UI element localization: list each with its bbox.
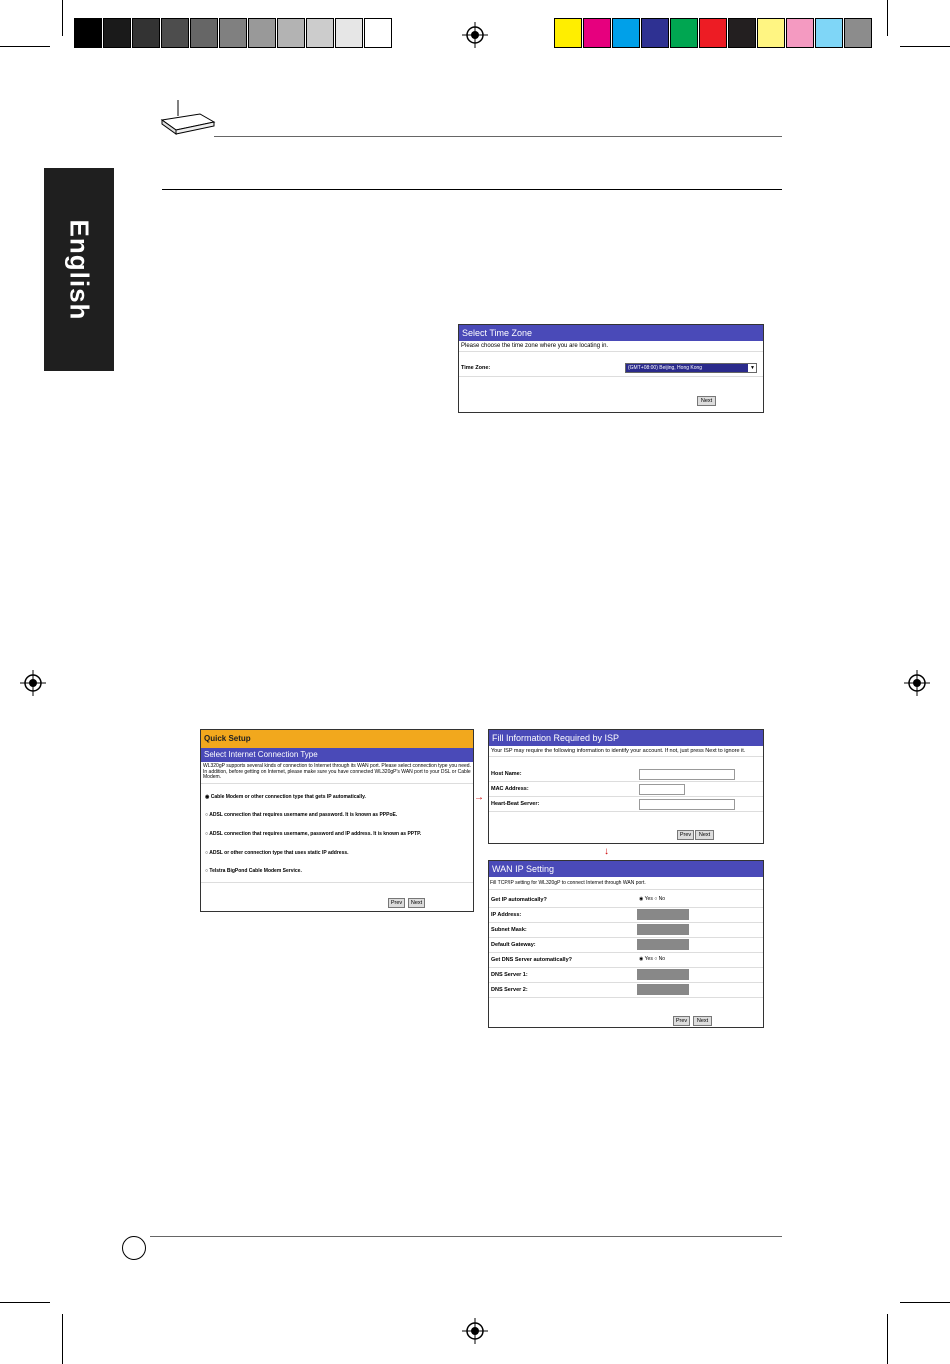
color-swatch: [757, 18, 785, 48]
arrow-right-icon: →: [474, 792, 484, 803]
connection-type-title: Select Internet Connection Type: [201, 748, 473, 762]
wan-ip-description: Fill TCP/IP setting for WL320gP to connect Internet through WAN port.: [489, 877, 763, 890]
connection-option[interactable]: ○ Telstra BigPond Cable Modem Service.: [205, 868, 302, 874]
heart-beat-server-input[interactable]: [639, 799, 735, 810]
heart-beat-server-label: Heart-Beat Server:: [491, 801, 540, 807]
registration-mark-icon: [20, 670, 46, 696]
page-number-circle: [122, 1236, 146, 1260]
color-swatch: [277, 18, 305, 48]
color-swatch: [786, 18, 814, 48]
ip-address-input[interactable]: [637, 909, 689, 920]
color-swatch: [335, 18, 363, 48]
registration-mark-icon: [904, 670, 930, 696]
header-rule: [162, 189, 782, 190]
next-button[interactable]: Next: [695, 830, 714, 840]
wan-ip-panel: [488, 860, 764, 1028]
mac-address-input[interactable]: [639, 784, 685, 795]
color-swatch: [103, 18, 131, 48]
crop-mark: [887, 1314, 888, 1364]
registration-mark-icon: [462, 1318, 488, 1344]
mac-address-label: MAC Address:: [491, 786, 529, 792]
dns-server-1-label: DNS Server 1:: [491, 972, 528, 978]
isp-info-title: Fill Information Required by ISP: [489, 730, 763, 746]
get-dns-auto-radio[interactable]: ◉ Yes ○ No: [639, 956, 666, 962]
host-name-input[interactable]: [639, 769, 735, 780]
default-gateway-label: Default Gateway:: [491, 942, 536, 948]
arrow-down-icon: ↓: [604, 846, 609, 857]
registration-mark-icon: [462, 22, 488, 48]
connection-option[interactable]: ○ ADSL connection that requires username, password and IP address. It is known as PPTP.: [205, 831, 422, 837]
dns-server-2-input[interactable]: [637, 984, 689, 995]
get-ip-auto-radio[interactable]: ◉ Yes ○ No: [639, 896, 666, 902]
color-swatch: [670, 18, 698, 48]
color-swatch: [554, 18, 582, 48]
quick-setup-header: Quick Setup: [201, 730, 473, 748]
dns-server-2-label: DNS Server 2:: [491, 987, 528, 993]
language-tab-label: English: [64, 219, 95, 320]
prev-button[interactable]: Prev: [388, 898, 405, 908]
ip-address-label: IP Address:: [491, 912, 522, 918]
color-swatch: [190, 18, 218, 48]
crop-mark: [62, 1314, 63, 1364]
color-swatch: [612, 18, 640, 48]
color-swatch: [641, 18, 669, 48]
time-zone-instruction: Please choose the time zone where you are locating in.: [459, 341, 763, 352]
next-button[interactable]: Next: [697, 396, 716, 406]
connection-option[interactable]: ◉ Cable Modem or other connection type that gets IP automatically.: [205, 794, 366, 800]
color-swatch: [815, 18, 843, 48]
time-zone-label: Time Zone:: [461, 365, 491, 371]
get-ip-auto-label: Get IP automatically?: [491, 897, 547, 903]
color-swatch: [219, 18, 247, 48]
color-swatch: [132, 18, 160, 48]
host-name-label: Host Name:: [491, 771, 522, 777]
prev-button[interactable]: Prev: [673, 1016, 690, 1026]
crop-mark: [900, 46, 950, 47]
crop-mark: [900, 1302, 950, 1303]
connection-option[interactable]: ○ ADSL connection that requires username and password. It is known as PPPoE.: [205, 812, 398, 818]
divider: [201, 882, 473, 883]
connection-option[interactable]: ○ ADSL or other connection type that uses static IP address.: [205, 850, 349, 856]
default-gateway-input[interactable]: [637, 939, 689, 950]
color-swatch: [306, 18, 334, 48]
dns-server-1-input[interactable]: [637, 969, 689, 980]
wan-ip-title: WAN IP Setting: [489, 861, 763, 877]
color-swatch: [728, 18, 756, 48]
color-swatch: [844, 18, 872, 48]
router-icon: [160, 98, 216, 138]
connection-type-description: WL320gP supports several kinds of connection to Internet through its WAN port. Please select connection type you need. In addition, before getting on Internet, please make sure you have connected WL320gP's WAN port to your DSL or Cable Modem.: [201, 762, 473, 784]
footer-rule: [150, 1236, 782, 1237]
color-swatch: [74, 18, 102, 48]
next-button[interactable]: Next: [408, 898, 425, 908]
time-zone-panel: [458, 324, 764, 413]
color-swatch: [161, 18, 189, 48]
time-zone-select[interactable]: [625, 363, 757, 373]
subnet-mask-label: Subnet Mask:: [491, 927, 527, 933]
color-swatch: [364, 18, 392, 48]
color-swatch: [248, 18, 276, 48]
subnet-mask-input[interactable]: [637, 924, 689, 935]
crop-mark: [0, 1302, 50, 1303]
isp-info-panel: [488, 729, 764, 844]
language-tab: [44, 168, 114, 371]
color-swatch: [583, 18, 611, 48]
isp-info-description: Your ISP may require the following information to identify your account. If not, just press Next to ignore it.: [489, 746, 763, 757]
crop-mark: [887, 0, 888, 36]
color-swatch: [699, 18, 727, 48]
next-button[interactable]: Next: [693, 1016, 712, 1026]
quick-setup-panel: [200, 729, 474, 912]
chevron-down-icon: ▼: [750, 365, 755, 371]
header-rule-thin: [214, 136, 782, 137]
prev-button[interactable]: Prev: [677, 830, 694, 840]
time-zone-title: Select Time Zone: [459, 325, 763, 341]
crop-mark: [0, 46, 50, 47]
time-zone-value: (GMT+08:00) Beijing, Hong Kong: [626, 364, 748, 372]
crop-mark: [62, 0, 63, 36]
get-dns-auto-label: Get DNS Server automatically?: [491, 957, 573, 963]
